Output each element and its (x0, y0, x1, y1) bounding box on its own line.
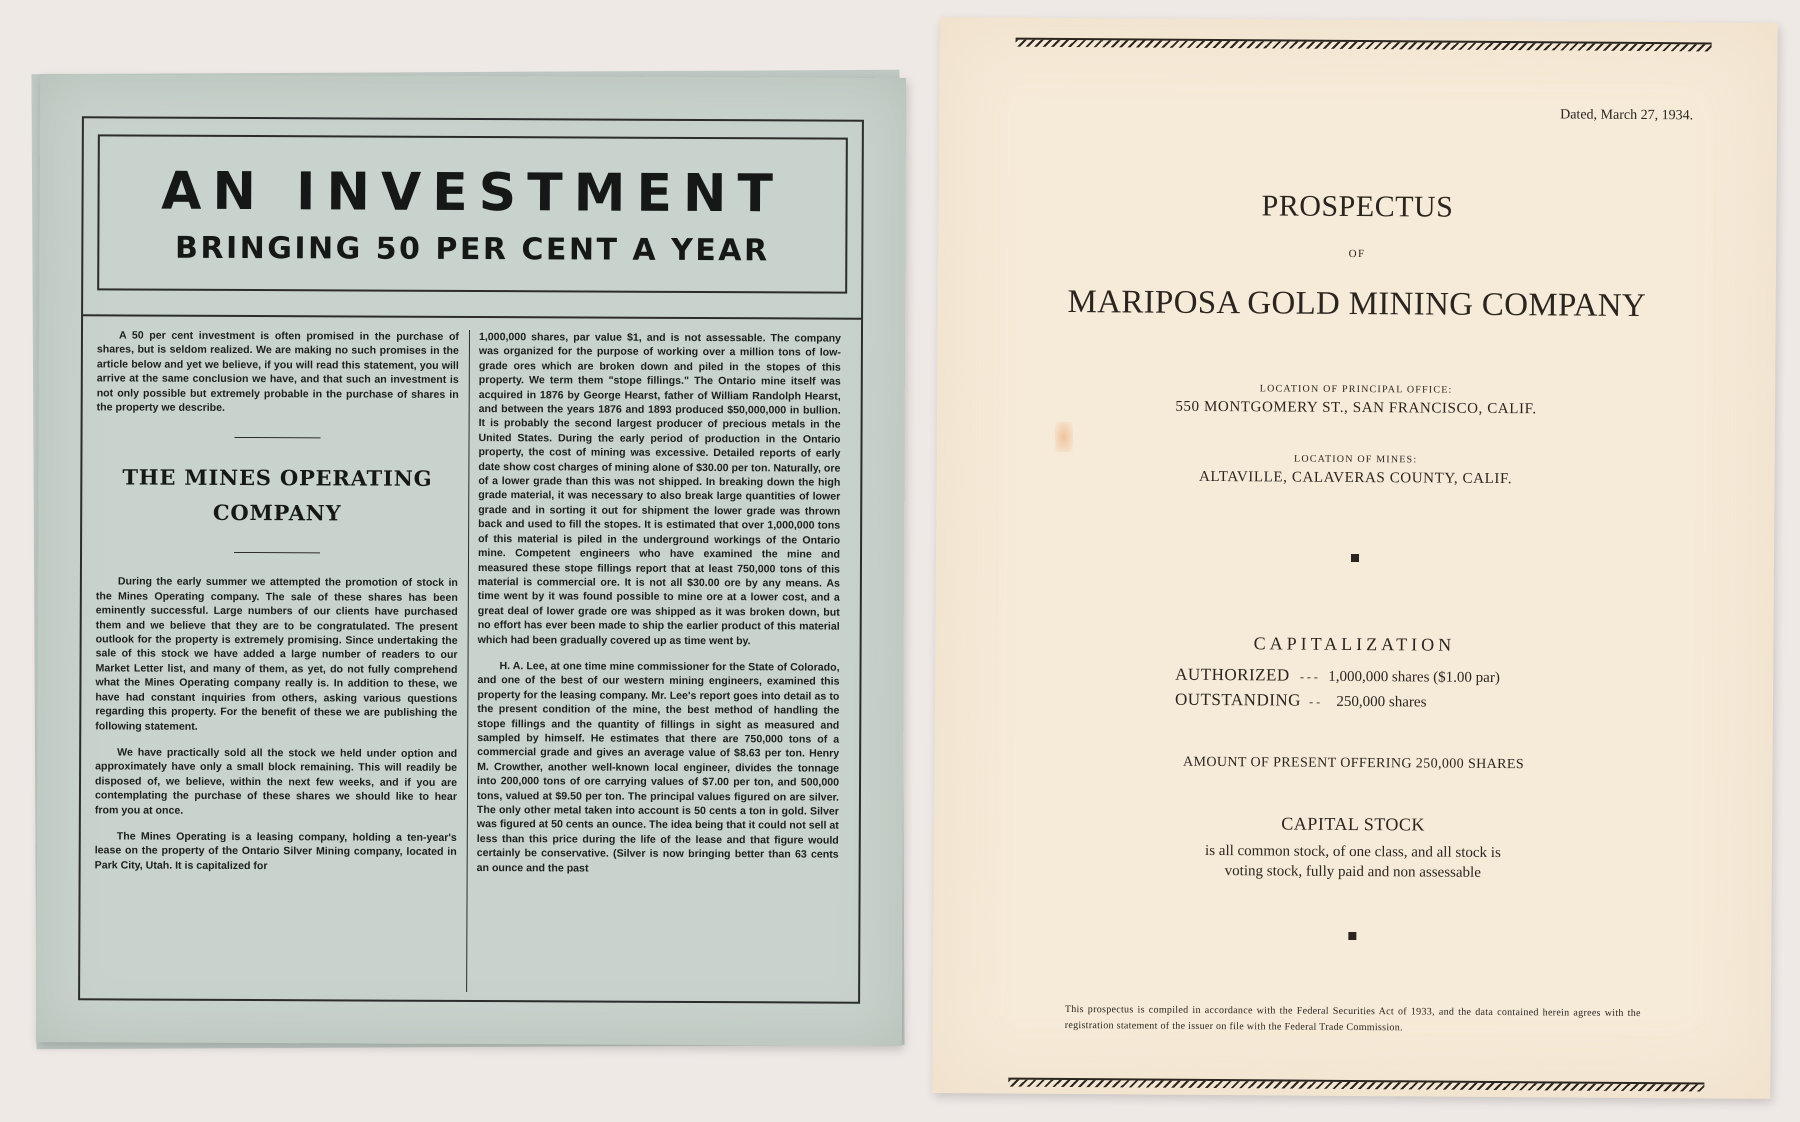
authorized-label: AUTHORIZED (1175, 664, 1290, 685)
capital-stock-text (934, 839, 1772, 885)
flyer-frame (78, 116, 864, 1003)
section-title (96, 460, 458, 532)
subheadline: BRINGING 50 PER CENT A YEAR (174, 230, 770, 269)
capitalization-table (1175, 663, 1500, 715)
authorized-row (1175, 663, 1500, 690)
prospectus-of: OF (1348, 247, 1366, 261)
bullet-ornament (1348, 932, 1356, 940)
divider (235, 437, 321, 438)
present-offering: AMOUNT OF PRESENT OFFERING 250,000 SHARES (1182, 754, 1525, 773)
capital-stock-line-1: is all common stock, of one class, and all stock is (1205, 842, 1501, 862)
headline: AN INVESTMENT (161, 161, 785, 225)
mines-address: ALTAVILLE, CALAVERAS COUNTY, CALIF. (1198, 468, 1513, 488)
outstanding-label: OUTSTANDING (1174, 689, 1302, 710)
right-column (477, 330, 841, 889)
bottom-border-ornament (1008, 1078, 1704, 1092)
bullet-ornament (1351, 554, 1359, 562)
body-paragraph-3: The Mines Operating is a leasing company, holding a ten-year's lease on the property of the Ontario Silver Mining company, located in Park City, Utah. It is capitalized for (94, 830, 457, 872)
office-location-label: LOCATION OF PRINCIPAL OFFICE: (1259, 383, 1453, 396)
date-line: Dated, March 27, 1934. (1560, 107, 1694, 124)
outstanding-leader: - - (1309, 694, 1321, 709)
body-paragraph-1: During the early summer we attempted the promotion of stock in the Mines Operating company. The sale of these shares has been eminently successful. Large numbers of our clients have purchased them and we believe that they are to be congratulated. The present outlook for the property is extremely promising. Since undertaking the sale of this stock we have added a large number of readers to our Market Letter list, and many of them, as yet, do not fully comprehend what the Mines Operating company really is. In addition to these, we have had constant inquiries from others, asking various questions regarding this property. For the benefit of these we are publishing the following statement. (95, 575, 458, 733)
top-border-ornament (1016, 38, 1712, 52)
section-title-line-1: THE MINES OPERATING (122, 464, 433, 492)
prospectus-sheet (932, 17, 1777, 1099)
intro-paragraph: A 50 per cent investment is often promised in the purchase of shares, but is seldom realized. We are making no such promises in the article below and yet we believe, if you will read this statement, you will arrive at the same conclusion we have, and that such an investment is not only possible but extremely probable in the purchase of shares in the property we describe. (96, 329, 459, 414)
column-divider (466, 330, 470, 992)
mines-location-label: LOCATION OF MINES: (1294, 453, 1418, 466)
authorized-leader: - - - (1299, 669, 1319, 684)
outstanding-row (1175, 688, 1500, 715)
body-paragraph-5: H. A. Lee, at one time mine commissioner for the State of Colorado, and one of the best of our western mining engineers, examined this property for the leasing company. Mr. Lee's report goes into detail as to the present condition of the mine, the best method of handling the stope fillings and the quantity of fillings in sight as measured and sampled by himself. He estimates that there are 750,000 tons of a commercial grade and gives an average value of $8.63 per ton. Henry M. Crowther, another well-known local engineer, divides the tonnage into 200,000 tons of ore carrying values of $7.00 per ton, and 500,000 tons, valued at $9.50 per ton. The principal values figured on are silver. The only other metal taken into account is 50 cents a ton in gold. Silver was figured at 50 cents an ounce. The idea being that it could not sell at less than this price during the life of the lease and that figure would certainly be conservative. (Silver is now bringing better than 63 cents an ounce and the past (476, 660, 840, 875)
section-title-line-2: COMPANY (212, 500, 342, 526)
body-paragraph-2: We have practically sold all the stock we held under option and approximately have only a small block remaining. This will readily be disposed of, we believe, within the next few weeks, and if you are contemplating the purchase of these shares we should like to hear from you at once. (94, 746, 458, 817)
authorized-value: 1,000,000 shares ($1.00 par) (1328, 668, 1500, 687)
header-rule (83, 314, 861, 319)
investment-flyer (36, 74, 906, 1046)
body-paragraph-4: 1,000,000 shares, par value $1, and is not assessable. The company was organized for the purpose of working over a million tons of low-grade ores which are broken down and piled in the stopes of this property. We term them "stope fillings." The Ontario mine itself was acquired in 1876 by George Hearst, father of William Randolph Hearst, and between the years 1876 and 1893 produced $50,000,000 in bullion. It is probably the second largest producer of precious metals in the United States. During the early period of production in the Ontario property, the cost of mining was excessive. Detailed reports of early date show cost charges of mining alone of $30.00 per ton. Naturally, ore of a lower grade than this was not shipped. In breaking down the high grade material, it was necessary to also break large quantities of lower grade and in sorting it out for shipment the lower grade was thrown back and used to fill the stopes. It is estimated that over 1,000,000 tons of this material is piled in the underground workings of the Ontario mine. Competent engineers who have examined the mine and measured these stope fillings report that at least 750,000 tons of this material is commercial ore. It is not all $30.00 ore by any means. As time went by it was found possible to mine ore at a lower cost, and a great deal of lower grade ore was shipped as it was broken down, but no effort has ever been made to ship the earlier product of this material which had been gradually covered up as time went by. (477, 331, 841, 647)
legal-footnote: This prospectus is compiled in accordance with the Federal Securities Act of 1933, and the data contained herein agrees with the registration statement of the issuer on file with the Federal Trade Commission. (1064, 1003, 1641, 1034)
capital-stock-line-2: voting stock, fully paid and non assessable (1224, 863, 1481, 881)
prospectus-title: PROSPECTUS (1261, 189, 1454, 224)
headline-box (97, 134, 848, 293)
divider (234, 552, 320, 553)
capitalization-heading: CAPITALIZATION (1253, 633, 1456, 655)
capital-stock-heading: CAPITAL STOCK (1281, 813, 1425, 835)
outstanding-value: 250,000 shares (1336, 693, 1427, 711)
company-name: MARIPOSA GOLD MINING COMPANY (1067, 283, 1647, 325)
office-address: 550 MONTGOMERY ST., SAN FRANCISCO, CALIF. (1175, 398, 1537, 418)
left-column (95, 328, 459, 886)
paper-stain (1055, 422, 1073, 452)
